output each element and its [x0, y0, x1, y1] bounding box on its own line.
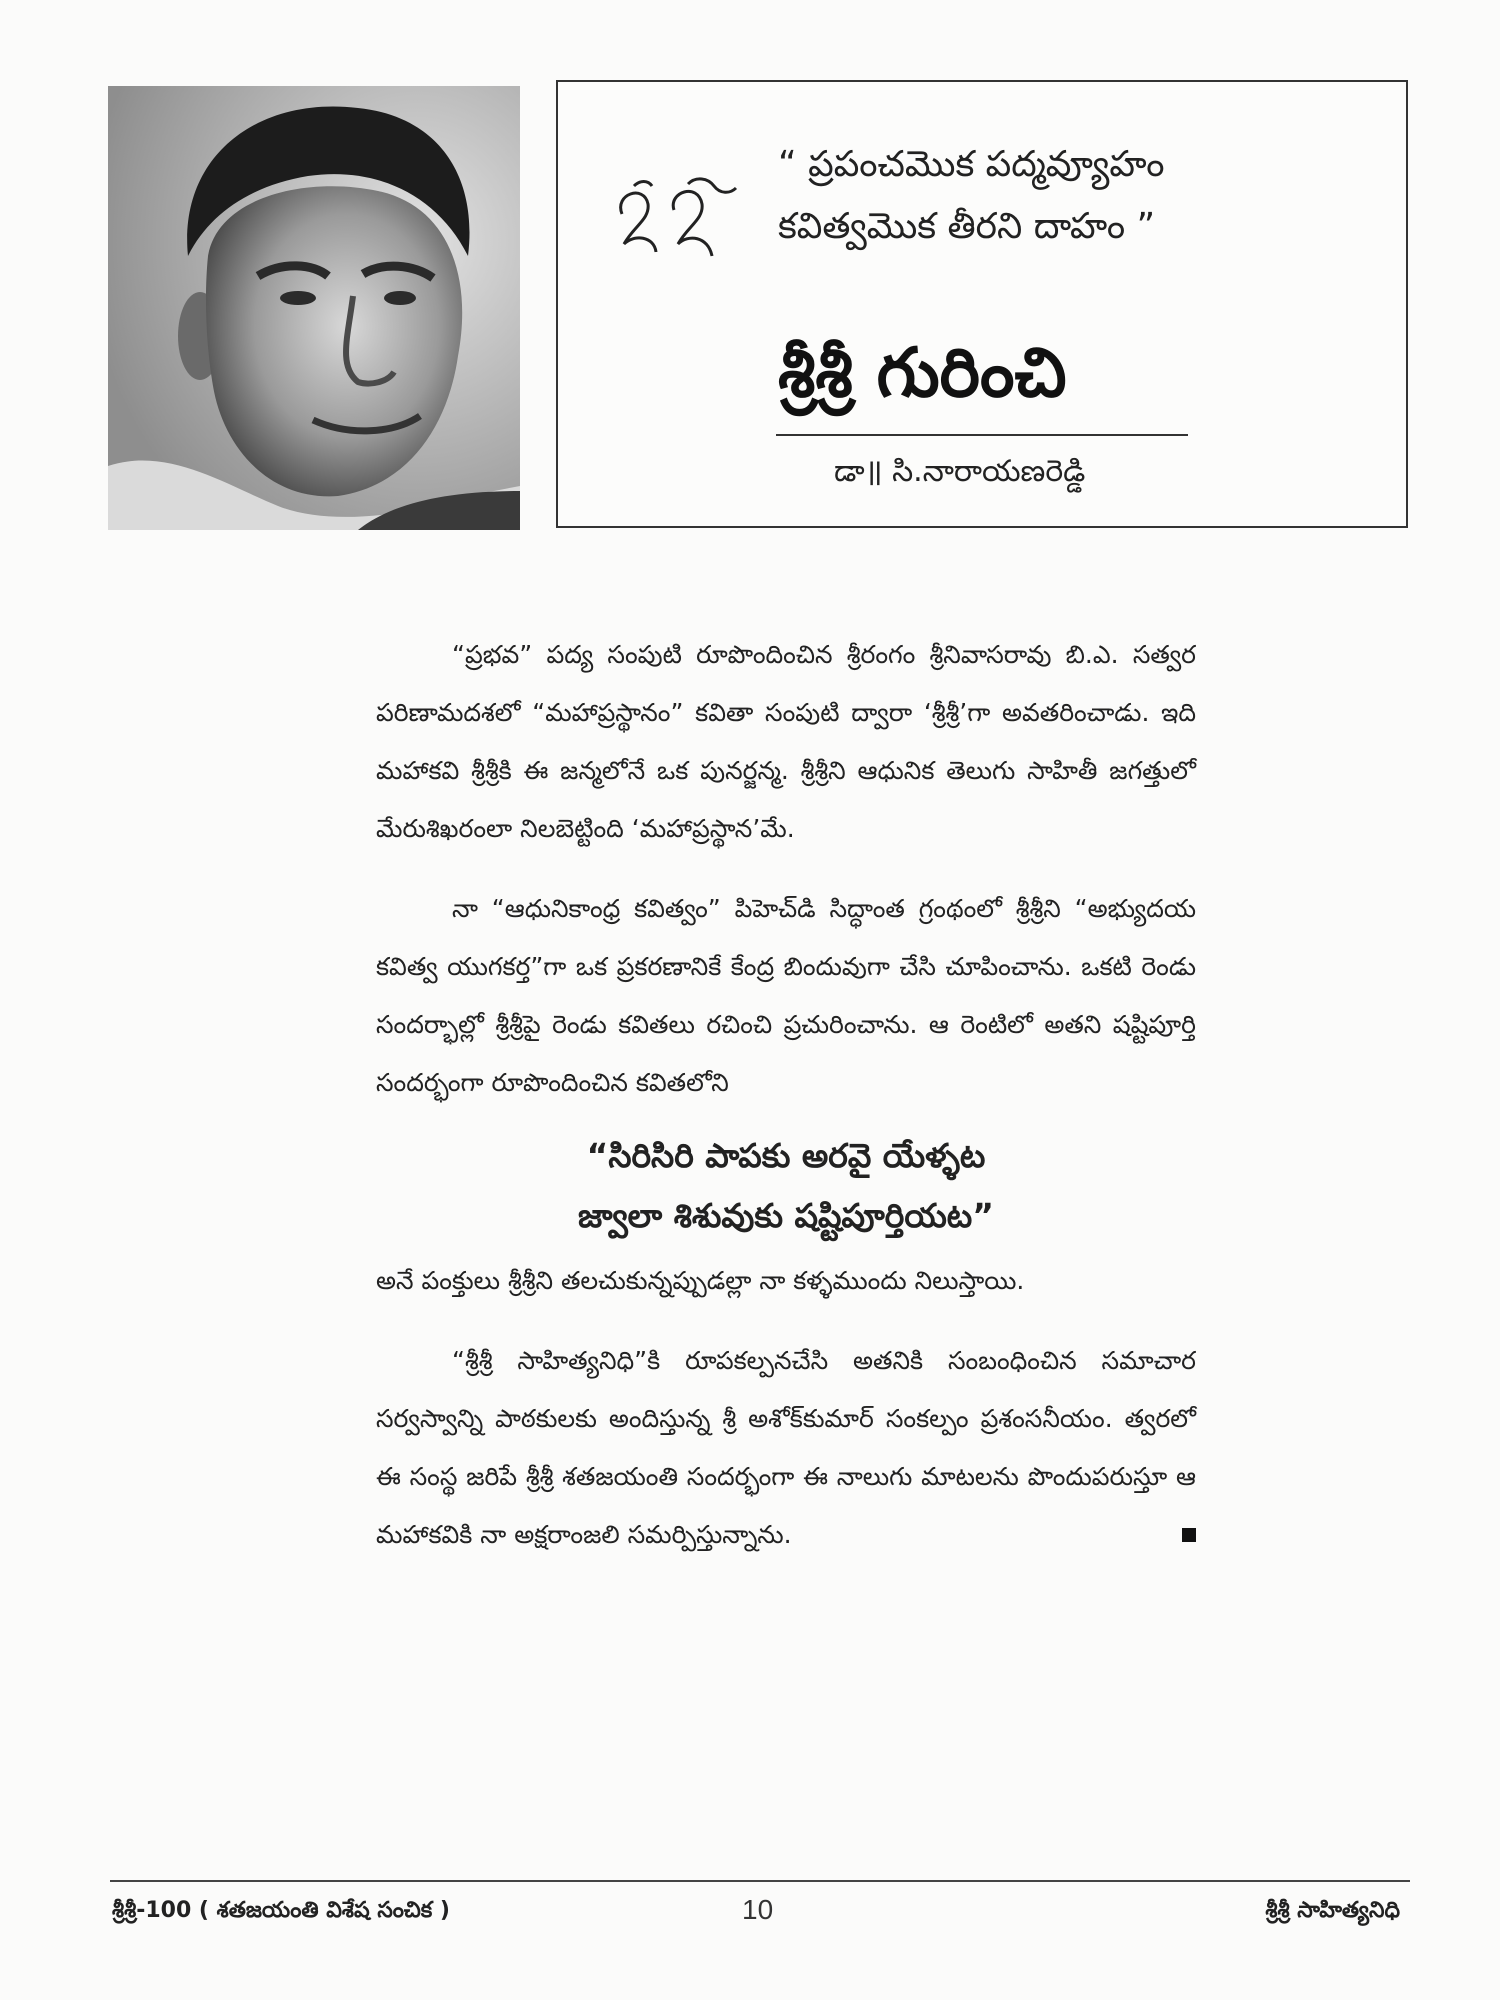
paragraph-2: నా “ఆధునికాంధ్ర కవిత్వం” పిహెచ్‌డి సిద్ధాంత గ్రంథంలో శ్రీశ్రీని “అభ్యుదయ కవిత్వ యుగకర్త”గా ఒక ప్రకరణానికే కేంద్ర బిందువుగా చేసి చూపించాను. ఒకటి రెండు సందర్భాల్లో శ్రీశ్రీపై రెండు కవితలు రచించి ప్రచురించాను. ఆ రెంటిలో అతని షష్టిపూర్తి సందర్భంగా రూపొందించిన కవితలోని	[376, 894, 1196, 1097]
author-portrait-photo	[108, 86, 520, 530]
footer-section-title: శ్రీశ్రీ సాహిత్యనిధి	[1265, 1898, 1400, 1923]
portrait-image	[108, 86, 520, 530]
title-box	[556, 80, 1408, 528]
verse-line-2: జ్వాలా శిశువుకు షష్టిపూర్తియట”	[578, 1196, 994, 1235]
article-title: శ్రీశ్రీ గురించి	[778, 334, 1067, 413]
signature-image	[604, 164, 744, 264]
quote-line-1: “ ప్రపంచమొక పద్మవ్యూహం	[778, 144, 1165, 185]
end-mark-icon	[1182, 1528, 1196, 1542]
paragraph-4	[376, 1332, 1196, 1564]
article-body	[376, 626, 1196, 1564]
paragraph-3: అనే పంక్తులు శ్రీశ్రీని తలచుకున్నప్పుడల్లా నా కళ్ళముందు నిలుస్తాయి.	[376, 1266, 1025, 1295]
title-underline	[776, 434, 1188, 436]
verse-quote	[376, 1126, 1196, 1246]
footer-divider	[110, 1880, 1410, 1882]
author-name: డా॥ సి.నారాయణరెడ్డి	[834, 454, 1086, 489]
paragraph-4-text: “శ్రీశ్రీ సాహిత్యనిధి”కి రూపకల్పనచేసి అతనికి సంబంధించిన సమాచార సర్వస్వాన్ని పాఠకులకు అందిస్తున్న శ్రీ అశోక్‌కుమార్ సంకల్పం ప్రశంసనీయం. త్వరలో ఈ సంస్థ జరిపే శ్రీశ్రీ శతజయంతి సందర్భంగా ఈ నాలుగు మాటలను పొందుపరుస్తూ ఆ మహాకవికి నా అక్షరాంజలి సమర్పిస్తున్నాను.	[376, 1346, 1196, 1549]
footer-publication-title: శ్రీశ్రీ-100 ( శతజయంతి విశేష సంచిక )	[112, 1898, 450, 1923]
quote-line-2: కవిత్వమొక తీరని దాహం ”	[778, 206, 1156, 247]
paragraph-1: “ప్రభవ” పద్య సంపుటి రూపొందించిన శ్రీరంగం శ్రీనివాసరావు బి.ఎ. సత్వర పరిణామదశలో “మహాప్రస్థానం” కవితా సంపుటి ద్వారా ‘శ్రీశ్రీ’గా అవతరించాడు. ఇది మహాకవి శ్రీశ్రీకి ఈ జన్మలోనే ఒక పునర్జన్మ. శ్రీశ్రీని ఆధునిక తెలుగు సాహితీ జగత్తులో మేరుశిఖరంలా నిలబెట్టింది ‘మహాప్రస్థాన’మే.	[376, 640, 1196, 843]
verse-line-1: “సిరిసిరి పాపకు అరవై యేళ్ళట	[586, 1136, 986, 1175]
page-number: 10	[742, 1894, 774, 1925]
